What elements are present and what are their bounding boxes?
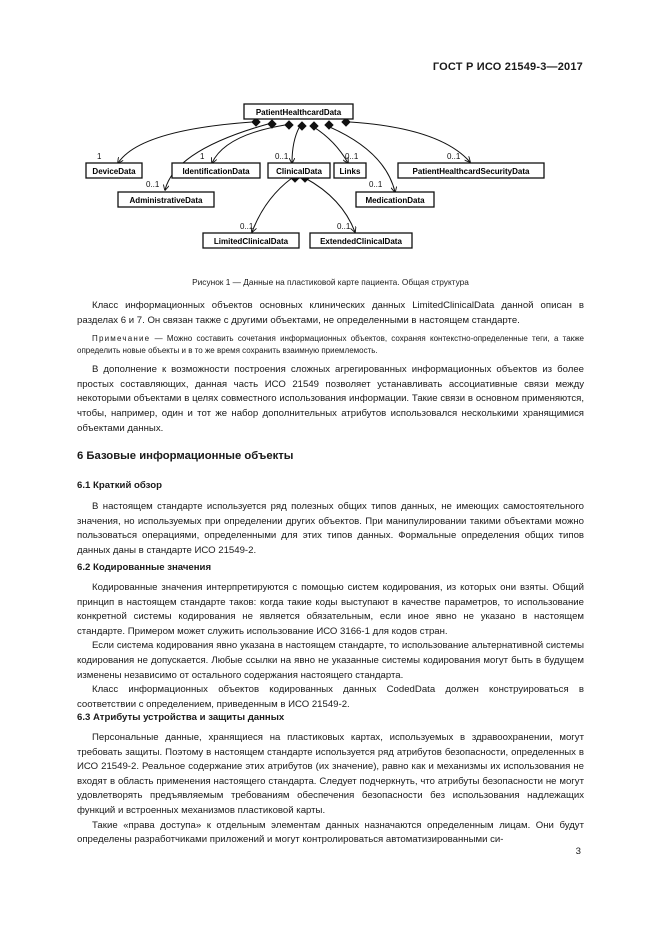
section-6-1-heading: 6.1 Краткий обзор xyxy=(77,480,162,491)
intro-paragraph-2: В дополнение к возможности построения сложных агрегированных информационных объектов из более простых составляющих, данная часть ИСО 21549 позволяет устанавливать ассоциативные связи между некоторыми объектами в целях совместного использования информации. Такие связи в основном применяются, чтобы, например, один и тот же набор дополнительных атрибутов использовался несколькими хранящимися объектами данных. xyxy=(77,364,584,434)
note-label: Примечание xyxy=(92,334,151,344)
section-6-1-body xyxy=(77,500,584,558)
section-6-1-paragraph: В настоящем стандарте используется ряд полезных общих типов данных, не имеющих самостоятельного значения, но используемых при определении других объектов. При манипулировании такими объектами можно пользоваться операциями, определенными для этих типов данных. Формальные определения общих типов данных даны в стандарте ИСО 21549-2. xyxy=(77,501,584,556)
mult-extended: 0..1 xyxy=(337,222,351,231)
edge-links xyxy=(312,126,348,163)
section-6-2-body xyxy=(77,581,584,712)
node-limited-label: LimitedClinicalData xyxy=(213,237,289,246)
section-6-3-body xyxy=(77,731,584,848)
node-medication-label: MedicationData xyxy=(365,196,425,205)
node-identification-label: IdentificationData xyxy=(182,167,250,176)
node-clinical xyxy=(268,163,330,178)
intro-block xyxy=(77,299,584,436)
section-6-2-heading: 6.2 Кодированные значения xyxy=(77,562,212,573)
intro-paragraph-1: Класс информационных объектов основных клинических данных LimitedClinicalData данной описан в разделах 6 и 7. Он связан также с другими объектами, не определенными в настоящем стандарте. xyxy=(77,300,584,326)
node-medication xyxy=(356,192,434,207)
node-links-label: Links xyxy=(339,167,361,176)
node-administrative xyxy=(118,192,214,207)
mult-links: 0..1 xyxy=(345,152,359,161)
node-limited xyxy=(203,233,299,248)
edge-administrative xyxy=(165,124,268,190)
node-extended-label: ExtendedClinicalData xyxy=(320,237,402,246)
node-identification xyxy=(172,163,260,178)
node-security-label: PatientHealthcardSecurityData xyxy=(412,167,530,176)
note-text: — Можно составить сочетания информационных объектов, сохраняя контекстно-определенные теги, а также определить новые объекты и в то же время сохранить взаимную приемлемость. xyxy=(77,334,584,356)
structure-diagram xyxy=(0,95,661,265)
node-security xyxy=(398,163,544,178)
figure-caption: Рисунок 1 — Данные на пластиковой карте пациента. Общая структура xyxy=(192,277,469,287)
mult-limited: 0..1 xyxy=(240,222,254,231)
mult-device: 1 xyxy=(97,152,102,161)
mult-clinical: 0..1 xyxy=(275,152,289,161)
node-administrative-label: AdministrativeData xyxy=(129,196,203,205)
mult-security: 0..1 xyxy=(447,152,461,161)
node-clinical-label: ClinicalData xyxy=(276,167,322,176)
section-6-3-paragraph-1: Персональные данные, хранящиеся на пластиковых картах, используемых в здравоохранении, могут требовать защиты. Поэтому в настоящем стандарте используется ряд атрибутов безопасности, определенных в ИСО 21549-2. Реальное содержание этих атрибутов (их значение), равно как и механизмы их использования не входят в область применения настоящего стандарта. Следует подчеркнуть, что атрибуты безопасности не могут удовлетворять предъявляемым требованиям обеспечения безопасности без использования надлежащих функций и встроенных механизмов пластиковой карты. xyxy=(77,732,584,816)
edge-clinical xyxy=(292,126,300,163)
node-device xyxy=(86,163,142,178)
section-6-2-paragraph-2: Если система кодирования явно указана в настоящем стандарте, то использование альтернативной системы кодирования не допускается. Любые ссылки на явно не указанные системы кодирования могут быть в будущем изменены независимо от остального содержания настоящего стандарта. xyxy=(77,640,584,681)
section-6-2-paragraph-1: Кодированные значения интерпретируются с помощью систем кодирования, из которых они взяты. Общий принцип в настоящем стандарте таков: когда такие коды выступают в качестве параметров, то использование конкретной системы кодирования не является обязательным, если иное явно не указано в настоящем стандарте. Примером может служить использование ИСО 3166-1 для кодов стран. xyxy=(77,582,584,637)
node-links xyxy=(334,163,366,178)
section-6-3-paragraph-2: Такие «права доступа» к отдельным элементам данных назначаются определенным лицам. Они будут определены разработчиками приложений и могут контролироваться автоматизированными си- xyxy=(77,819,584,846)
node-extended xyxy=(310,233,412,248)
note xyxy=(77,333,584,357)
node-root-label: PatientHealthcardData xyxy=(255,108,342,117)
standard-id-header: ГОСТ Р ИСО 21549-3—2017 xyxy=(432,61,583,73)
section-6-3-heading: 6.3 Атрибуты устройства и защиты данных xyxy=(77,712,285,723)
mult-administrative: 0..1 xyxy=(146,180,160,189)
section-6-2-paragraph-3: Класс информационных объектов кодированных данных CodedData должен конструироваться в соответствии с определением, приведенным в ИСО 21549-2. xyxy=(77,684,584,710)
edge-limited xyxy=(252,178,292,232)
section-6-heading: 6 Базовые информационные объекты xyxy=(77,450,294,462)
node-device-label: DeviceData xyxy=(92,167,136,176)
mult-identification: 1 xyxy=(200,152,205,161)
edge-medication xyxy=(325,125,395,192)
page-number: 3 xyxy=(575,846,581,857)
mult-medication: 0..1 xyxy=(369,180,383,189)
node-root xyxy=(244,104,353,119)
